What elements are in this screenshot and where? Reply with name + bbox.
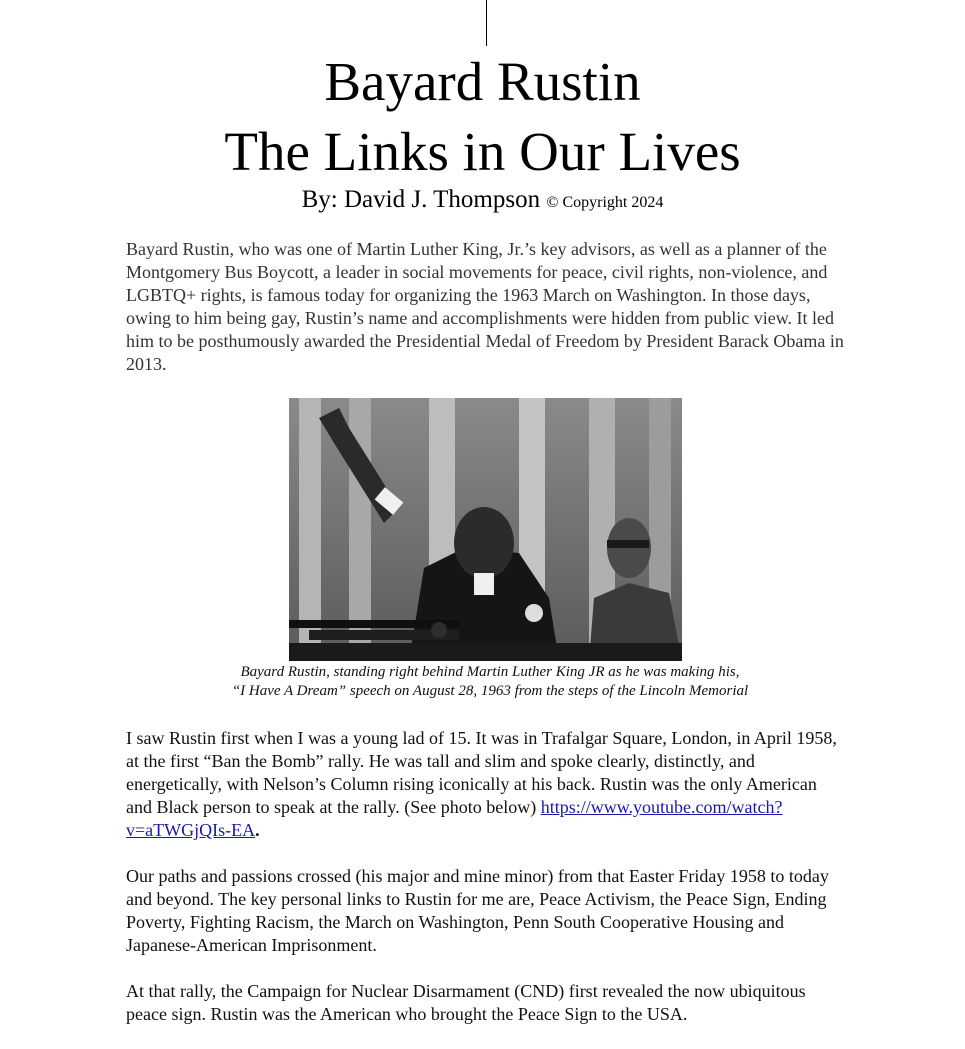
title-line-1: Bayard Rustin [324, 51, 641, 112]
paragraph-3: Our paths and passions crossed (his major and mine minor) from that Easter Friday 1958 to today and beyond. The key personal links to Rustin for me are, Peace Activism, the Peace Sign, Ending Poverty, Fighting Racism, the March on Washington, Penn South Cooperative Housing and Japanese-American Imprisonment. [126, 866, 829, 955]
paragraph-2 [126, 727, 846, 842]
byline [0, 186, 965, 214]
author: By: David J. Thompson [301, 186, 541, 213]
photo-caption [0, 663, 965, 701]
intro-paragraph: Bayard Rustin, who was one of Martin Luther King, Jr.’s key advisors, as well as a planner of the Montgomery Bus Boycott, a leader in social movements for peace, civil rights, non-violence, and LGBTQ+ rights, is famous today for organizing the 1963 March on Washington. In those days, owing to him being gay, Rustin’s name and accomplishments were hidden from public view. It led him to be posthumously awarded the Presidential Medal of Freedom by President Barack Obama in 2013. [126, 239, 844, 374]
title-line-2: The Links in Our Lives [224, 121, 741, 182]
caption-line-2: “I Have A Dream” speech on August 28, 1963 from the steps of the Lincoln Memorial [231, 683, 749, 699]
paragraph-2-text: I saw Rustin first when I was a young lad of 15. It was in Trafalgar Square, London, in April 1958, at the first “Ban the Bomb” rally. He was tall and slim and spoke clearly, distinctly, and energetically, with Nelson’s Column rising iconically at his back. Rustin was the only American and Black person to speak at the rally. (See photo below) [126, 728, 837, 817]
link-suffix: . [255, 820, 260, 840]
youtube-link[interactable]: https://www.youtube.com/watch?v=aTWGjQIs-EA [126, 797, 783, 840]
caption-line-1: Bayard Rustin, standing right behind Martin Luther King JR as he was making his, [240, 664, 740, 680]
copyright: © Copyright 2024 [546, 194, 664, 211]
mlk-rustin-photo [289, 398, 682, 661]
top-divider [486, 0, 487, 46]
paragraph-4: At that rally, the Campaign for Nuclear Disarmament (CND) first revealed the now ubiquitous peace sign. Rustin was the American who brought the Peace Sign to the USA. [126, 981, 806, 1024]
